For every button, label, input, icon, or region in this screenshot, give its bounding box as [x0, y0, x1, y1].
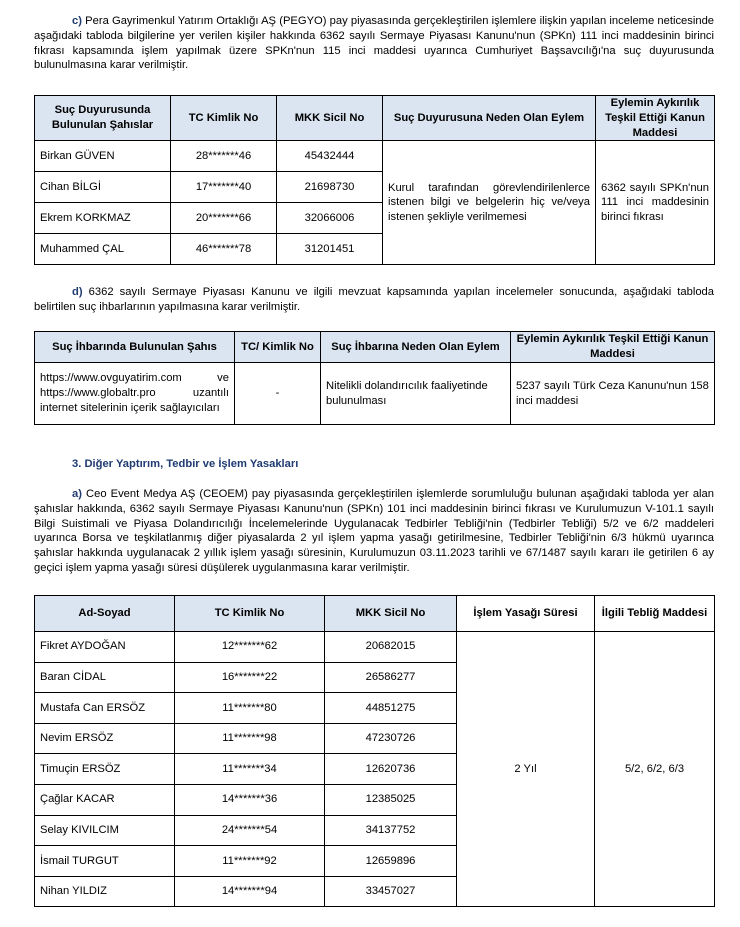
table-header-row [35, 96, 715, 141]
mkk-number: 47230726 [325, 723, 457, 754]
header-name: Ad-Soyad [35, 596, 175, 632]
tc-number: 20*******66 [171, 203, 277, 234]
person-name: Birkan GÜVEN [35, 141, 171, 172]
person-name: Mustafa Can ERSÖZ [35, 693, 175, 724]
table-header-row [35, 596, 715, 632]
tc-number: 11*******98 [175, 723, 325, 754]
header-action: Suç Duyurusuna Neden Olan Eylem [383, 96, 596, 141]
section-3a-letter: a) [72, 488, 82, 500]
ban-duration: 2 Yıl [457, 632, 595, 907]
mkk-number: 12385025 [325, 784, 457, 815]
mkk-number: 31201451 [277, 234, 383, 265]
mkk-number: 33457027 [325, 876, 457, 907]
section-c-paragraph [34, 14, 714, 73]
tc-number: 46*******78 [171, 234, 277, 265]
section-c-letter: c) [72, 15, 82, 27]
mkk-number: 20682015 [325, 632, 457, 663]
table-header-row [35, 332, 715, 363]
mkk-number: 34137752 [325, 815, 457, 846]
tc-number: 16*******22 [175, 662, 325, 693]
header-tc: TC Kimlik No [175, 596, 325, 632]
header-action: Suç İhbarına Neden Olan Eylem [321, 332, 511, 363]
tc-number: 12*******62 [175, 632, 325, 663]
mkk-number: 45432444 [277, 141, 383, 172]
mkk-number: 12620736 [325, 754, 457, 785]
person-name: Selay KIVILCIM [35, 815, 175, 846]
person-name: Cihan BİLGİ [35, 172, 171, 203]
section-3-title: 3. Diğer Yaptırım, Tedbir ve İşlem Yasakları [72, 458, 299, 470]
tc-number: 11*******34 [175, 754, 325, 785]
mkk-number: 21698730 [277, 172, 383, 203]
table-row [35, 363, 715, 425]
person-name: Fikret AYDOĞAN [35, 632, 175, 663]
mkk-number: 44851275 [325, 693, 457, 724]
report-law: 5237 sayılı Türk Ceza Kanunu'nun 158 inci maddesi [511, 363, 715, 425]
tc-number: 11*******92 [175, 846, 325, 877]
complaint-action: Kurul tarafından görevlendirilenlerce istenen bilgi ve belgelerin hiç ve/veya istenen şekliyle verilmemesi [383, 141, 596, 265]
section-d-text: 6362 sayılı Sermaye Piyasası Kanunu ve ilgili mevzuat kapsamında yapılan incelemeler sonucunda, aşağıdaki tabloda belirtilen suç ihbarlarının yapılmasına karar verilmiştir. [34, 286, 714, 313]
tc-number: - [235, 363, 321, 425]
mkk-number: 12659896 [325, 846, 457, 877]
person-name: Timuçin ERSÖZ [35, 754, 175, 785]
header-tc: TC/ Kimlik No [235, 332, 321, 363]
header-person: Suç İhbarında Bulunulan Şahıs [35, 332, 235, 363]
section-3a-paragraph [34, 487, 714, 576]
header-persons: Suç Duyurusunda Bulunulan Şahıslar [35, 96, 171, 141]
header-article: İlgili Tebliğ Maddesi [595, 596, 715, 632]
header-mkk: MKK Sicil No [277, 96, 383, 141]
person-name: Nevim ERSÖZ [35, 723, 175, 754]
tc-number: 28*******46 [171, 141, 277, 172]
tc-number: 14*******94 [175, 876, 325, 907]
header-tc: TC Kimlik No [171, 96, 277, 141]
table-row [35, 632, 715, 663]
person-name: Ekrem KORKMAZ [35, 203, 171, 234]
mkk-number: 32066006 [277, 203, 383, 234]
mkk-number: 26586277 [325, 662, 457, 693]
trading-ban-table [34, 595, 715, 907]
person-name: Muhammed ÇAL [35, 234, 171, 265]
criminal-complaint-table [34, 95, 715, 265]
section-c-text: Pera Gayrimenkul Yatırım Ortaklığı AŞ (PEGYO) pay piyasasında gerçekleştirilen işlemlere ilişkin yapılan inceleme neticesinde aşağıdaki tabloda bilgilerine yer verilen kişiler hakkında 6362 sayılı Sermaye Piyasası Kanunu'nun (SPKn) 111 inci maddesinin birinci fıkrası kapsamında işlem yapılmak üzere SPKn'nun 115 inci maddesi uyarınca Cumhuriyet Başsavcılığı'na suç duyurusunda bulunulmasına karar verilmiştir. [34, 15, 715, 72]
header-law: Eylemin Aykırılık Teşkil Ettiği Kanun Maddesi [511, 332, 715, 363]
tc-number: 17*******40 [171, 172, 277, 203]
person-name: Nihan YILDIZ [35, 876, 175, 907]
header-duration: İşlem Yasağı Süresi [457, 596, 595, 632]
tc-number: 14*******36 [175, 784, 325, 815]
complaint-law: 6362 sayılı SPKn'nun 111 inci maddesinin birinci fıkrası [596, 141, 715, 265]
section-d-letter: d) [72, 286, 83, 298]
ban-article: 5/2, 6/2, 6/3 [595, 632, 715, 907]
person-name: Çağlar KACAR [35, 784, 175, 815]
header-law: Eylemin Aykırılık Teşkil Ettiği Kanun Maddesi [596, 96, 715, 141]
section-3a-text: Ceo Event Medya AŞ (CEOEM) pay piyasasında gerçekleştirilen işlemlerde sorumluluğu bulunan aşağıdaki tabloda yer alan şahıslar hakkında, 6362 sayılı Sermaye Piyasası Kanunu'nun (SPKn) 101 inci maddesinin birinci fıkrası ve Kurulumuzun V-101.1 sayılı Bilgi Suistimali ve Piyasa Dolandırıcılığı İncelemelerinde Uygulanacak Tedbirler Tebliği'nin (Tedbirler Tebliği) 5/2 ve 6/2 maddeleri uyarınca Borsa ve teşkilatlanmış diğer piyasalarda 2 yıl işlem yapma yasağı getirilmesine, Tedbirler Tebliği'nin 6/3 hükmü uyarınca şahıslar hakkında uygulanacak 2 yıllık işlem yasağı süresinin, Kurulumuzun 03.11.2023 tarihli ve 67/1487 sayılı kararı ile getirilen 6 ay geçici işlem yapma yasağı süresi düşülerek uygulanmasına karar verilmiştir. [34, 488, 714, 574]
header-mkk: MKK Sicil No [325, 596, 457, 632]
person-name: İsmail TURGUT [35, 846, 175, 877]
crime-report-table [34, 331, 715, 425]
section-d-paragraph [34, 285, 714, 315]
tc-number: 24*******54 [175, 815, 325, 846]
table-row [35, 141, 715, 172]
reported-person: https://www.ovguyatirim.com ve https://www.globaltr.pro uzantılı internet sitelerinin içerik sağlayıcıları [35, 363, 235, 425]
tc-number: 11*******80 [175, 693, 325, 724]
report-action: Nitelikli dolandırıcılık faaliyetinde bulunulması [321, 363, 511, 425]
person-name: Baran CİDAL [35, 662, 175, 693]
